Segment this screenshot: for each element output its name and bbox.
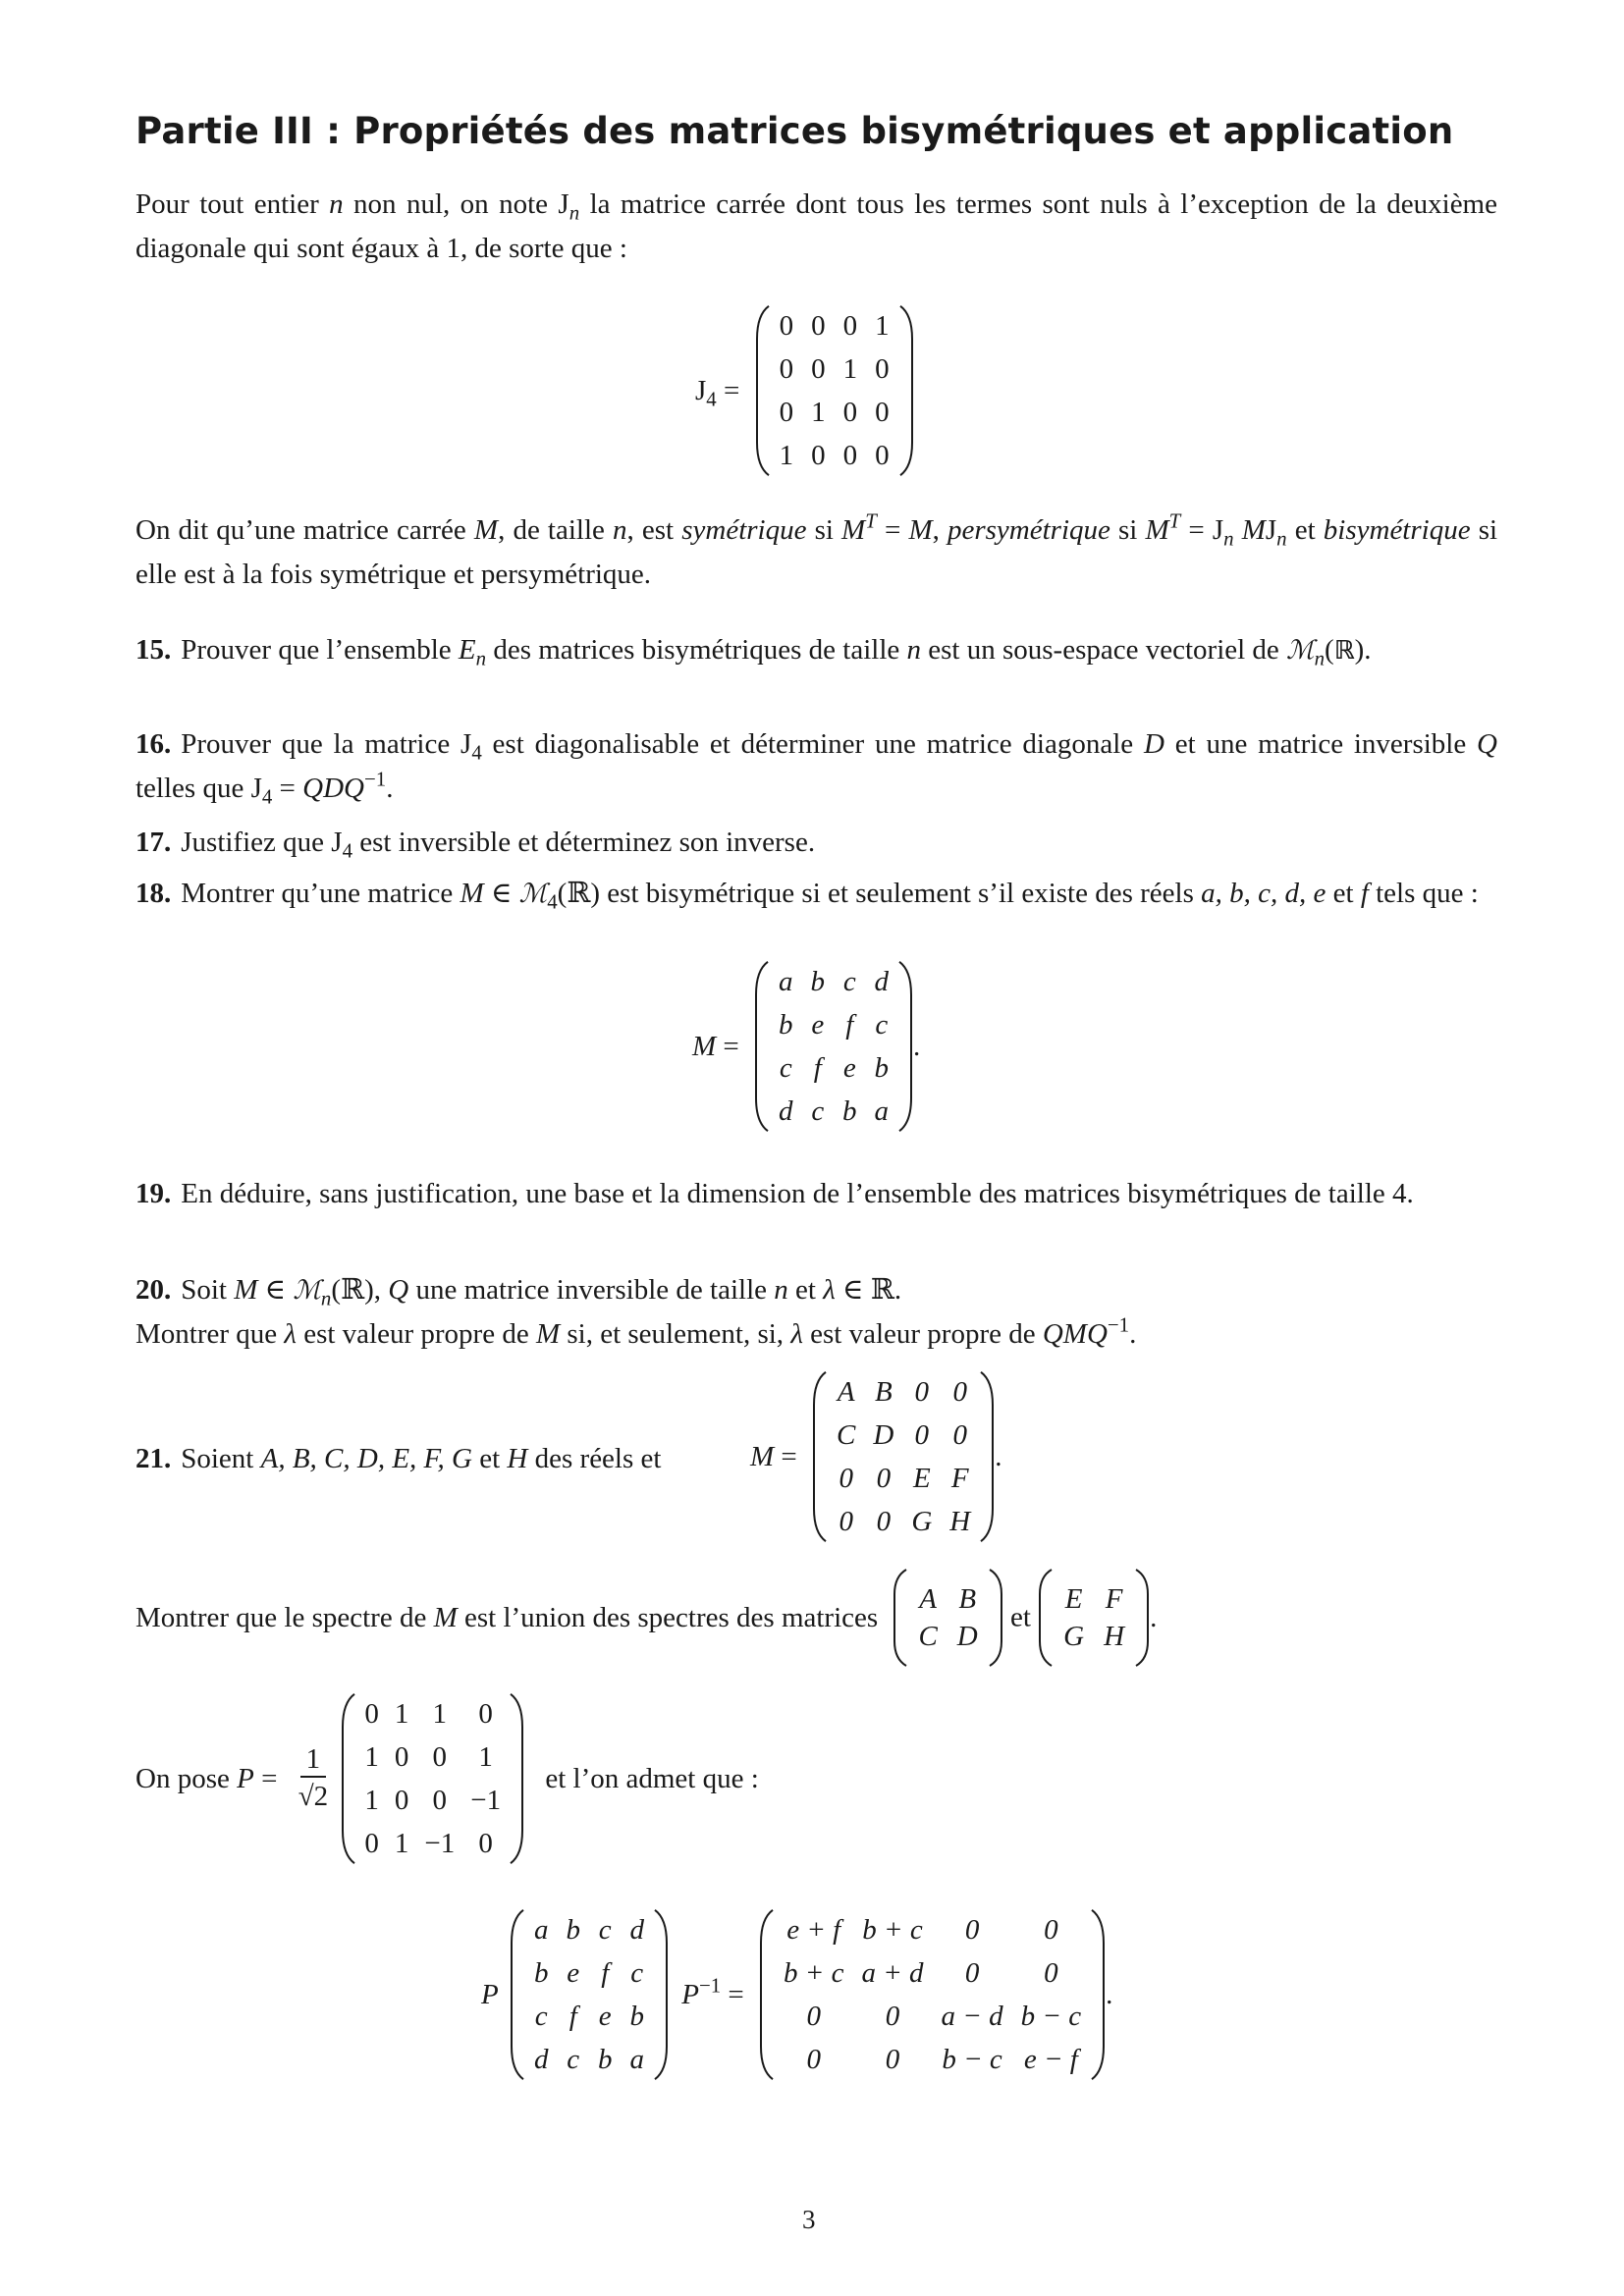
- cell: b: [629, 2000, 644, 2032]
- frac-num: 1: [300, 1742, 327, 1778]
- q-text: ∈: [483, 878, 519, 909]
- cell: f: [568, 2000, 577, 2032]
- cell: d: [779, 1095, 793, 1127]
- question-number: 20.: [135, 1274, 172, 1306]
- j4-letter: J: [695, 374, 707, 406]
- cell: E: [912, 1462, 931, 1494]
- cell: 0: [875, 439, 890, 471]
- q-text: et une matrice inversible: [1164, 728, 1478, 760]
- cell: a: [779, 965, 793, 997]
- cell: 1: [364, 1740, 379, 1773]
- def-text: = J: [1180, 514, 1224, 546]
- cell: C: [837, 1418, 856, 1451]
- def-sub: n: [1276, 526, 1287, 551]
- cell: 0: [432, 1784, 448, 1816]
- cell: 0: [432, 1740, 448, 1773]
- spec-text: [135, 1602, 878, 1634]
- cell: 0: [1044, 1913, 1058, 1946]
- m21-equation: [750, 1370, 1001, 1543]
- cell: 0: [964, 1956, 980, 1989]
- left-paren-icon: [812, 1370, 828, 1543]
- cell: 0: [885, 2000, 900, 2032]
- question-15: 15. Prouver que l’ensemble $E_n$ des matrices bisymétriques de taille n est un sous-espace vectoriel de ℳ$_n$(ℝ).: [135, 634, 1372, 670]
- q-var: M: [535, 1318, 561, 1350]
- left-paren-icon: [893, 1569, 908, 1667]
- q-var: n: [906, 634, 922, 666]
- m21-dot: .: [995, 1440, 1002, 1472]
- cell: G: [1063, 1620, 1085, 1652]
- q-var: λ: [284, 1318, 297, 1350]
- cell: b + c: [862, 1913, 923, 1946]
- q-var: QDQ: [302, 773, 364, 804]
- cell: 0: [885, 2043, 900, 2075]
- cell: 0: [811, 309, 826, 342]
- q-text: Soient: [181, 1443, 261, 1474]
- cell: H: [1104, 1620, 1125, 1652]
- cell: 0: [806, 2000, 821, 2032]
- q-var: f: [1360, 878, 1369, 909]
- final-pinv-sup: −1: [698, 1973, 722, 1998]
- cell: a: [874, 1095, 890, 1127]
- m18-eq: =: [723, 1030, 739, 1062]
- q-var: E: [458, 634, 476, 666]
- q-var: M: [234, 1274, 258, 1306]
- p-fraction: [298, 1742, 328, 1815]
- def-var: M: [908, 514, 933, 546]
- intro-text-3: la matrice carrée dont tous les termes sont nuls à l’exception de la deuxième diagonale qui sont égaux à 1, de sorte que :: [135, 188, 1497, 264]
- cell: 1: [779, 439, 794, 471]
- final-dot: .: [1106, 1978, 1113, 2010]
- p-lhs: [135, 1763, 277, 1795]
- q-text: est valeur propre de: [296, 1318, 536, 1350]
- def-text: si: [1110, 514, 1146, 546]
- left-paren-icon: [1038, 1569, 1054, 1667]
- cell: 0: [914, 1375, 930, 1408]
- q-var: λ: [823, 1274, 836, 1306]
- cell: 0: [952, 1375, 967, 1408]
- right-paren-icon: [1134, 1569, 1150, 1667]
- m21-table: [828, 1370, 979, 1543]
- final-left-matrix: [510, 1908, 669, 2081]
- cell: 0: [839, 1462, 853, 1494]
- cell: 0: [779, 396, 794, 428]
- question-20: [135, 1268, 901, 1312]
- q-text: telles que J: [135, 773, 262, 804]
- m21-lhs: [750, 1441, 797, 1473]
- q-sub: n: [320, 1286, 332, 1310]
- q-text: si, et seulement, si,: [560, 1318, 791, 1350]
- q-text: .: [1129, 1318, 1137, 1350]
- q-var: D: [1143, 728, 1164, 760]
- def-text: et: [1286, 514, 1324, 546]
- cell: c: [534, 2000, 548, 2032]
- cell: 0: [364, 1697, 379, 1730]
- intro-text-1: Pour tout entier: [135, 188, 330, 220]
- cell: b + c: [784, 1956, 844, 1989]
- q-sub: n: [1314, 646, 1326, 670]
- j4-sub: 4: [706, 386, 717, 410]
- q-vars: a, b, c, d, e: [1201, 878, 1326, 909]
- m18-dot: .: [913, 1030, 921, 1062]
- cell: c: [630, 1956, 644, 1989]
- q-text: tels que :: [1368, 878, 1479, 909]
- q-var: H: [507, 1443, 528, 1474]
- q-sup: −1: [364, 767, 387, 791]
- intro-text-2: non nul, on note J: [343, 188, 569, 220]
- q-text: ∈ ℝ.: [835, 1274, 902, 1306]
- question-number: 19.: [135, 1178, 172, 1209]
- spectrum-sentence: [135, 1569, 1157, 1667]
- def-term-symetrique: symétrique: [681, 514, 807, 546]
- frac-den: √2: [298, 1781, 329, 1812]
- cell: 0: [842, 396, 858, 428]
- cell: a − d: [941, 2000, 1003, 2032]
- p-var: P: [237, 1762, 254, 1794]
- def-sub: n: [1223, 526, 1234, 551]
- question-number: 21.: [135, 1443, 172, 1474]
- block-matrix-2-table: [1054, 1580, 1134, 1655]
- cell: 0: [875, 396, 890, 428]
- def-text: , est: [626, 514, 682, 546]
- left-paren-icon: [510, 1908, 525, 2081]
- m21-eq: =: [781, 1440, 797, 1472]
- right-paren-icon: [988, 1569, 1003, 1667]
- section-title: Partie III : Propriétés des matrices bisymétriques et application: [135, 110, 1454, 152]
- right-paren-icon: [979, 1370, 995, 1543]
- left-paren-icon: [341, 1692, 356, 1865]
- intro-sub-n: n: [568, 200, 580, 225]
- cell: A: [837, 1375, 855, 1408]
- def-var: M: [1145, 514, 1169, 546]
- cell: B: [958, 1582, 977, 1615]
- q-sub: 4: [261, 784, 273, 809]
- cell: 1: [394, 1827, 409, 1859]
- q-text: est diagonalisable et déterminer une matrice diagonale: [481, 728, 1144, 760]
- q-script: ℳ: [1286, 635, 1315, 666]
- right-paren-icon: [653, 1908, 669, 2081]
- cell: e: [811, 1008, 825, 1041]
- intro-paragraph: [135, 183, 1497, 271]
- cell: 0: [842, 439, 858, 471]
- cell: c: [598, 1913, 612, 1946]
- cell: e − f: [1023, 2043, 1078, 2075]
- q-text: ∈: [257, 1274, 294, 1306]
- question-17: [135, 821, 815, 865]
- q-var: Q: [388, 1274, 409, 1306]
- cell: 1: [478, 1740, 493, 1773]
- left-paren-icon: [759, 1908, 775, 2081]
- m18-lhs: [692, 1031, 739, 1063]
- cell: 0: [811, 352, 826, 385]
- cell: 1: [875, 309, 890, 342]
- q-sup: −1: [1107, 1312, 1130, 1337]
- cell: b: [842, 1095, 857, 1127]
- spec-et: et: [1009, 1601, 1031, 1633]
- def-var: M: [841, 514, 866, 546]
- cell: b: [779, 1008, 793, 1041]
- q-text: Prouver que la matrice J: [181, 728, 472, 760]
- cell: D: [956, 1620, 978, 1652]
- left-paren-icon: [755, 304, 771, 477]
- m18-equation: [692, 960, 920, 1133]
- cell: a: [629, 2043, 644, 2075]
- cell: e: [567, 1956, 580, 1989]
- question-16: [135, 722, 1497, 811]
- q-text: est un sous-espace vectoriel de: [921, 634, 1287, 666]
- j4-matrix: [755, 304, 914, 477]
- right-paren-icon: [509, 1692, 524, 1865]
- q-var: M: [460, 878, 484, 909]
- q-sub: 4: [342, 838, 352, 863]
- cell: d: [533, 2043, 549, 2075]
- m21-matrix: [812, 1370, 1001, 1543]
- q-script: ℳ: [293, 1275, 321, 1306]
- final-right-matrix: [759, 1908, 1112, 2081]
- q-text: Prouver que l’ensemble: [181, 634, 459, 666]
- q-text: Soit: [181, 1274, 235, 1306]
- p-table: [356, 1692, 509, 1865]
- question-number: 18.: [135, 878, 172, 909]
- final-right-table: [775, 1908, 1090, 2081]
- cell: b − c: [1020, 2000, 1082, 2032]
- question-19: [135, 1172, 1497, 1216]
- cell: b: [566, 1913, 580, 1946]
- q-var: λ: [790, 1318, 803, 1350]
- m18-table: [770, 960, 897, 1133]
- j4-equation: [695, 304, 914, 477]
- cell: D: [873, 1418, 894, 1451]
- cell: −1: [424, 1827, 456, 1859]
- q-text: Montrer que: [135, 1318, 285, 1350]
- cell: a: [533, 1913, 549, 1946]
- q-text: (ℝ),: [331, 1274, 389, 1306]
- q-text: une matrice inversible de taille: [408, 1274, 775, 1306]
- def-var: n: [613, 514, 627, 546]
- cell: 0: [364, 1827, 379, 1859]
- cell: 0: [964, 1913, 980, 1946]
- cell: H: [949, 1505, 971, 1537]
- cell: f: [813, 1051, 822, 1084]
- final-relation: [481, 1908, 1112, 2081]
- def-term-persymetrique: persymétrique: [947, 514, 1110, 546]
- def-text: si: [806, 514, 842, 546]
- cell: 0: [914, 1418, 930, 1451]
- final-left-table: [525, 1908, 653, 2081]
- cell: 0: [394, 1740, 409, 1773]
- q-text: (ℝ) est bisymétrique si et seulement s’il existe des réels: [557, 878, 1202, 909]
- q-text: ).: [1354, 634, 1372, 666]
- p-eq: =: [261, 1762, 278, 1794]
- question-number: 16.: [135, 728, 172, 760]
- cell: 1: [432, 1697, 448, 1730]
- intro-var-n: n: [329, 188, 344, 220]
- cell: f: [601, 1956, 610, 1989]
- cell: d: [629, 1913, 644, 1946]
- q-text: Montrer qu’une matrice: [181, 878, 460, 909]
- cell: B: [874, 1375, 893, 1408]
- def-sup: T: [865, 508, 877, 533]
- cell: A: [919, 1582, 937, 1615]
- spec-text-1: Montrer que le spectre de: [135, 1601, 434, 1633]
- spec-dot: .: [1150, 1601, 1158, 1633]
- q-var: Q: [1477, 728, 1497, 760]
- m18-letter: M: [692, 1030, 717, 1062]
- q-text: est valeur propre de: [802, 1318, 1043, 1350]
- m21-letter: M: [750, 1440, 775, 1472]
- cell: e: [598, 2000, 612, 2032]
- cell: b: [533, 1956, 549, 1989]
- cell: G: [911, 1505, 933, 1537]
- def-text: =: [876, 514, 909, 546]
- final-eq: =: [728, 1978, 744, 2010]
- def-text: si elle est à la fois symétrique et persymétrique.: [135, 514, 1498, 590]
- cell: 0: [478, 1827, 493, 1859]
- q-sub: 4: [471, 740, 482, 765]
- cell: 0: [779, 309, 794, 342]
- q-text: Justifiez que J: [181, 827, 343, 858]
- def-text: On dit qu’une matrice carrée: [135, 514, 474, 546]
- cell: c: [875, 1008, 889, 1041]
- cell: F: [1105, 1582, 1123, 1615]
- cell: 0: [806, 2043, 821, 2075]
- cell: C: [918, 1620, 938, 1652]
- def-sup: T: [1168, 508, 1181, 533]
- p-text: On pose: [135, 1762, 238, 1794]
- question-number: 15.: [135, 634, 172, 666]
- m18-matrix: [754, 960, 920, 1133]
- q-text: et: [1326, 878, 1361, 909]
- question-20-line-2: [135, 1312, 1136, 1357]
- cell: b: [810, 965, 826, 997]
- cell: 0: [779, 352, 794, 385]
- cell: 1: [394, 1697, 409, 1730]
- cell: 1: [842, 352, 858, 385]
- cell: 0: [875, 352, 890, 385]
- cell: d: [874, 965, 890, 997]
- q-var: n: [774, 1274, 788, 1306]
- def-term-bisymetrique: bisymétrique: [1323, 514, 1471, 546]
- j4-eq: =: [723, 374, 740, 406]
- q-text: et: [787, 1274, 824, 1306]
- q-sub: 4: [547, 889, 558, 914]
- q-text: et: [471, 1443, 508, 1474]
- cell: b: [597, 2043, 613, 2075]
- cell: b − c: [942, 2043, 1002, 2075]
- q-text: est inversible et déterminez son inverse.: [352, 827, 816, 858]
- right-paren-icon: [898, 304, 914, 477]
- page-number: 3: [802, 2205, 816, 2234]
- cell: a + d: [861, 1956, 924, 1989]
- q-var: QMQ: [1042, 1318, 1108, 1350]
- def-var: M: [473, 514, 499, 546]
- cell: 0: [478, 1697, 493, 1730]
- cell: 0: [394, 1784, 409, 1816]
- cell: 0: [876, 1505, 892, 1537]
- cell: c: [567, 2043, 580, 2075]
- p-definition: [135, 1692, 759, 1865]
- definition-paragraph: On dit qu’une matrice carrée M, de taille n, est symétrique si $M^T = M$, persymétrique si $M^T = J_n$ $MJ_n$ et bisymétrique si elle est à la fois symétrique et persymétrique.: [135, 508, 1498, 590]
- q-vars: A, B, C, D, E, F, G: [260, 1443, 472, 1474]
- cell: c: [779, 1051, 792, 1084]
- cell: f: [845, 1008, 854, 1041]
- question-number: 17.: [135, 827, 172, 858]
- j4-lhs: [695, 374, 740, 410]
- block-matrix-1: [893, 1569, 1002, 1667]
- cell: 1: [364, 1784, 379, 1816]
- q-reals: ℝ: [1333, 636, 1355, 666]
- cell: 0: [876, 1462, 892, 1494]
- def-text: ,: [932, 514, 947, 546]
- q-script: ℳ: [518, 879, 548, 909]
- cell: 0: [952, 1418, 967, 1451]
- block-matrix-1-table: [908, 1580, 987, 1655]
- right-paren-icon: [1090, 1908, 1106, 2081]
- cell: e: [842, 1051, 856, 1084]
- cell: 1: [811, 396, 826, 428]
- question-18: [135, 872, 1497, 916]
- final-pinv: [681, 1973, 744, 2011]
- spec-var: M: [433, 1601, 458, 1633]
- spec-text-2: est l’union des spectres des matrices: [457, 1601, 879, 1633]
- q-text: En déduire, sans justification, une base et la dimension de l’ensemble des matrices bisymétriques de taille 4.: [181, 1178, 1414, 1209]
- q-text: des réels et: [527, 1443, 662, 1474]
- cell: E: [1064, 1582, 1083, 1615]
- cell: b: [874, 1051, 890, 1084]
- q-text: =: [272, 773, 303, 804]
- q-text: des matrices bisymétriques de taille: [486, 634, 907, 666]
- cell: F: [950, 1462, 969, 1494]
- cell: c: [811, 1095, 825, 1127]
- cell: 0: [839, 1505, 853, 1537]
- cell: c: [842, 965, 856, 997]
- j4-table: [771, 304, 898, 477]
- cell: e + f: [786, 1913, 841, 1946]
- question-21: [135, 1437, 661, 1481]
- final-pinv-letter: P: [681, 1978, 699, 2010]
- cell: 0: [1044, 1956, 1058, 1989]
- def-var: M: [1241, 514, 1266, 546]
- cell: 0: [811, 439, 826, 471]
- p-text-2: et l’on admet que :: [545, 1762, 759, 1794]
- final-p: P: [481, 1978, 499, 2010]
- cell: −1: [470, 1784, 502, 1816]
- q-text: .: [386, 773, 394, 804]
- q-sub: n: [475, 646, 487, 670]
- def-text: , de taille: [498, 514, 614, 546]
- cell: 0: [842, 309, 858, 342]
- block-matrix-2: [1038, 1569, 1157, 1667]
- p-matrix: [341, 1692, 524, 1865]
- right-paren-icon: [897, 960, 913, 1133]
- left-paren-icon: [754, 960, 770, 1133]
